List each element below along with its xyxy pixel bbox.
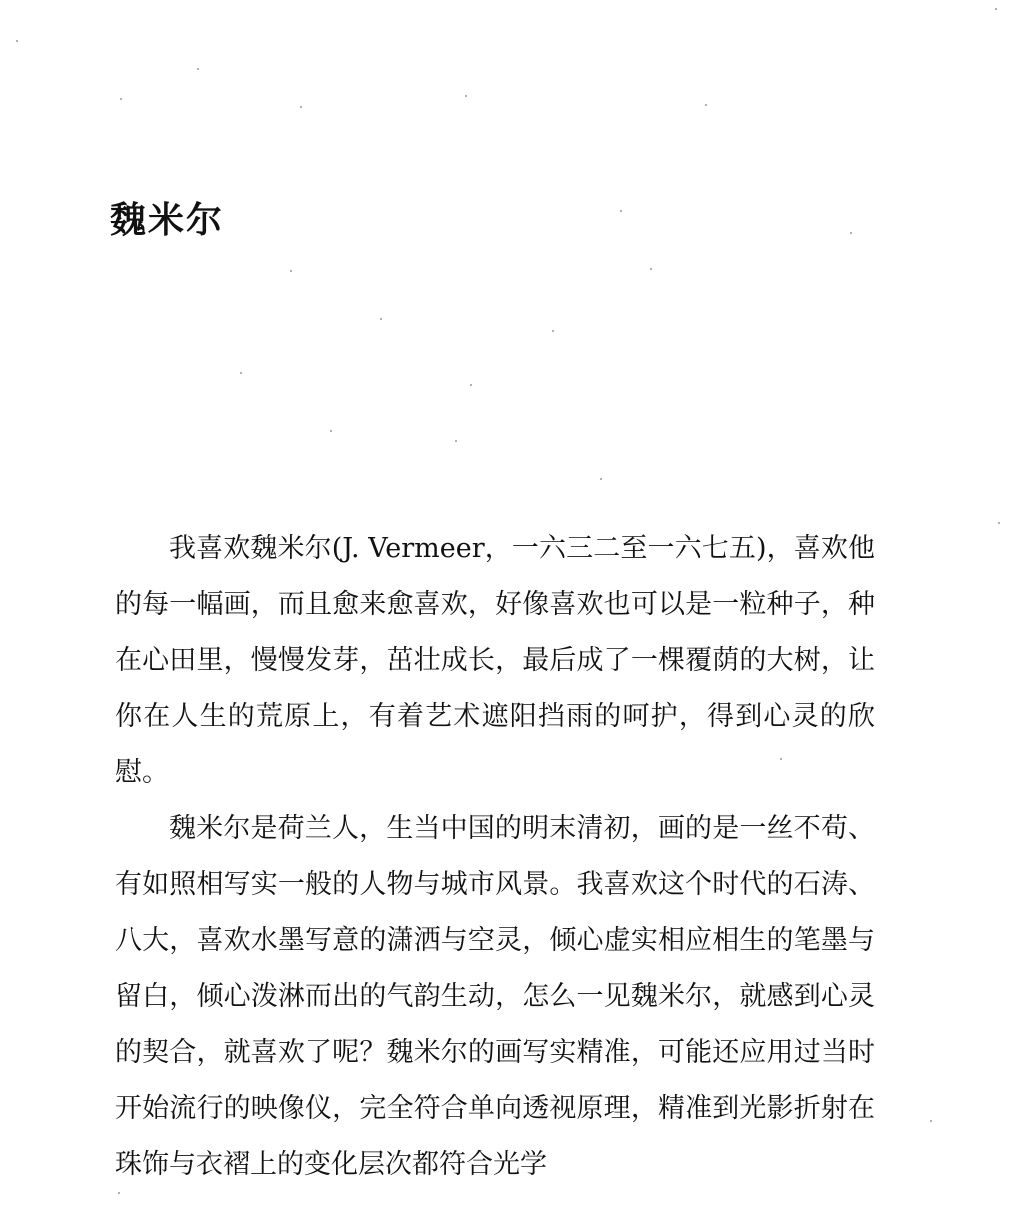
scan-speck bbox=[998, 522, 1000, 524]
scan-speck bbox=[850, 232, 852, 234]
paragraph-2: 魏米尔是荷兰人，生当中国的明末清初，画的是一丝不苟、有如照相写实一般的人物与城市风景。我喜欢这个时代的石涛、八大，喜欢水墨写意的潇洒与空灵，倾心虚实相应相生的笔墨与留白，倾心泼淋而出的气韵生动，怎么一见魏米尔，就感到心灵的契合，就喜欢了呢？魏米尔的画写实精准，可能还应用过当时开始流行的映像仪，完全符合单向透视原理，精准到光影折射在珠饰与衣褶上的变化层次都符合光学 bbox=[115, 813, 875, 1180]
chapter-title: 魏米尔 bbox=[110, 199, 225, 241]
scan-speck bbox=[120, 98, 122, 100]
scan-speck bbox=[300, 106, 302, 108]
body-text bbox=[115, 521, 875, 1193]
scan-speck bbox=[470, 384, 472, 386]
scan-speck bbox=[197, 68, 199, 70]
scan-speck bbox=[465, 95, 467, 97]
scan-speck bbox=[705, 104, 707, 106]
scan-speck bbox=[930, 1120, 932, 1122]
scan-speck bbox=[995, 8, 997, 10]
scan-speck bbox=[380, 318, 382, 320]
scan-speck bbox=[290, 270, 292, 272]
paragraph-1: 我喜欢魏米尔(J. Vermeer，一六三二至一六七五)，喜欢他的每一幅画，而且愈来愈喜欢，好像喜欢也可以是一粒种子，种在心田里，慢慢发芽，茁壮成长，最后成了一棵覆荫的大树，让你在人生的荒原上，有着艺术遮阳挡雨的呵护，得到心灵的欣慰。 bbox=[115, 533, 875, 788]
scan-speck bbox=[16, 40, 18, 42]
scan-speck bbox=[650, 268, 652, 270]
scan-speck bbox=[552, 330, 554, 332]
scan-speck bbox=[600, 478, 602, 480]
scan-speck bbox=[330, 430, 332, 432]
scan-speck bbox=[620, 210, 622, 212]
scan-speck bbox=[240, 372, 242, 374]
scan-speck bbox=[455, 440, 457, 442]
